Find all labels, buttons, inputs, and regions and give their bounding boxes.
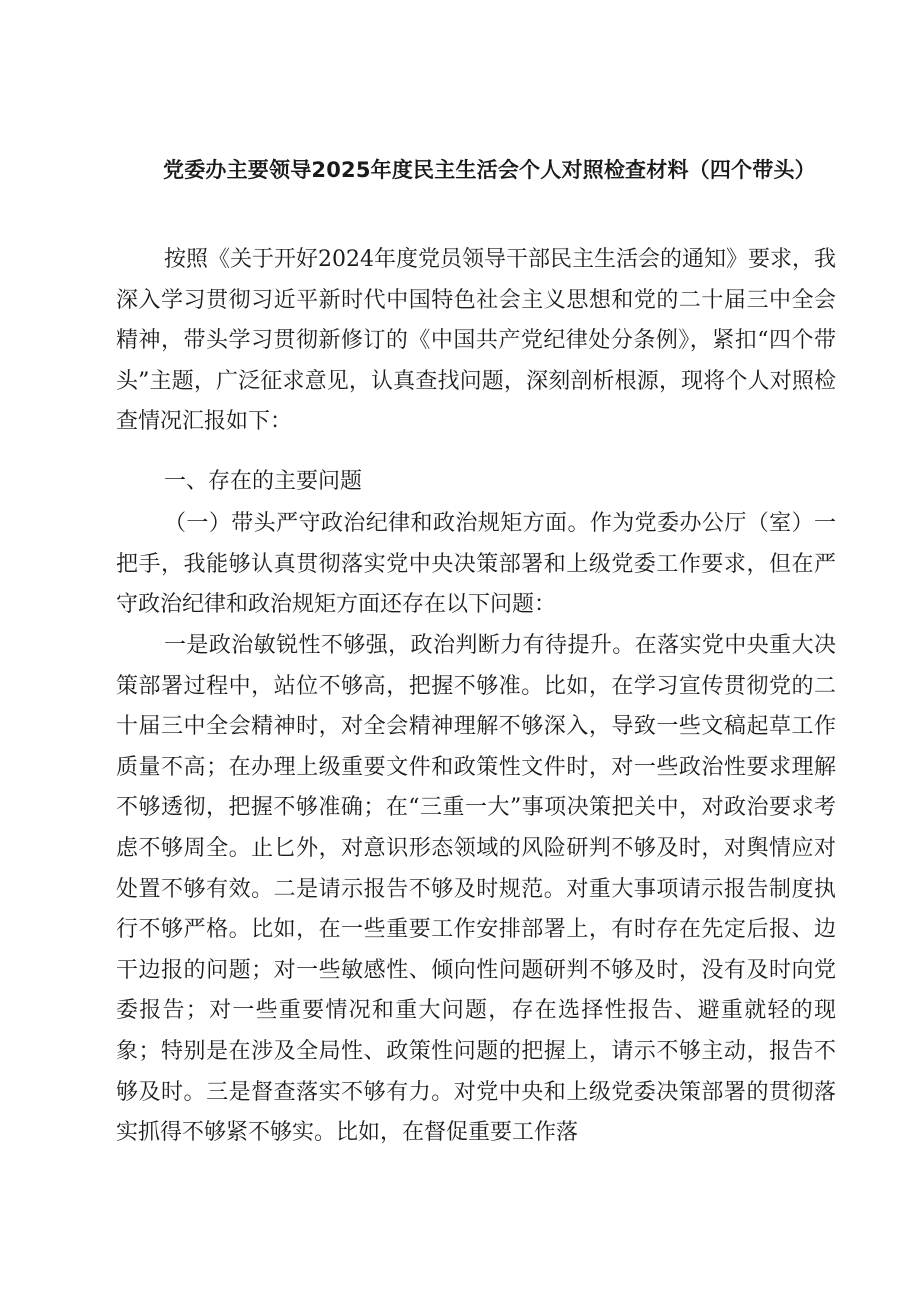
section-heading: 一、存在的主要问题 (164, 469, 363, 494)
subsection-paragraph: （一）带头严守政治纪律和政治规矩方面。作为党委办公厅（室）一把手，我能够认真贯彻落实党中央决策部署和上级党委工作要求，但在严守政治纪律和政治规矩方面还存在以下问题： (116, 511, 836, 618)
intro-paragraph: 按照《关于开好2024年度党员领导干部民主生活会的通知》要求，我深入学习贯彻习近平新时代中国特色社会主义思想和党的二十届三中全会精神，带头学习贯彻新修订的《中国共产党纪律处分条例》，紧扣“四个带头”主题，广泛征求意见，认真查找问题，深刻剖析根源，现将个人对照检查情况汇报如下： (116, 247, 836, 435)
issue-paragraph: 一是政治敏锐性不够强，政治判断力有待提升。在落实党中央重大决策部署过程中，站位不够高，把握不够准。比如，在学习宣传贯彻党的二十届三中全会精神时，对全会精神理解不够深入，导致一些文稿起草工作质量不高；在办理上级重要文件和政策性文件时，对一些政治性要求理解不够透彻，把握不够准确；在“三重一大”事项决策把关中，对政治要求考虑不够周全。止匕外，对意识形态领域的风险研判不够及时，对舆情应对处置不够有效。二是请示报告不够及时规范。对重大事项请示报告制度执行不够严格。比如，在一些重要工作安排部署上，有时存在先定后报、边干边报的问题；对一些敏感性、倾向性问题研判不够及时，没有及时向党委报告；对一些重要情况和重大问题，存在选择性报告、避重就轻的现象；特别是在涉及全局性、政策性问题的把握上，请示不够主动，报告不够及时。三是督查落实不够有力。对党中央和上级党委决策部署的贯彻落实抓得不够紧不够实。比如，在督促重要工作落 (116, 633, 836, 1146)
document-title: 党委办主要领导2025年度民主生活会个人对照检查材料（四个带头） (163, 158, 816, 182)
